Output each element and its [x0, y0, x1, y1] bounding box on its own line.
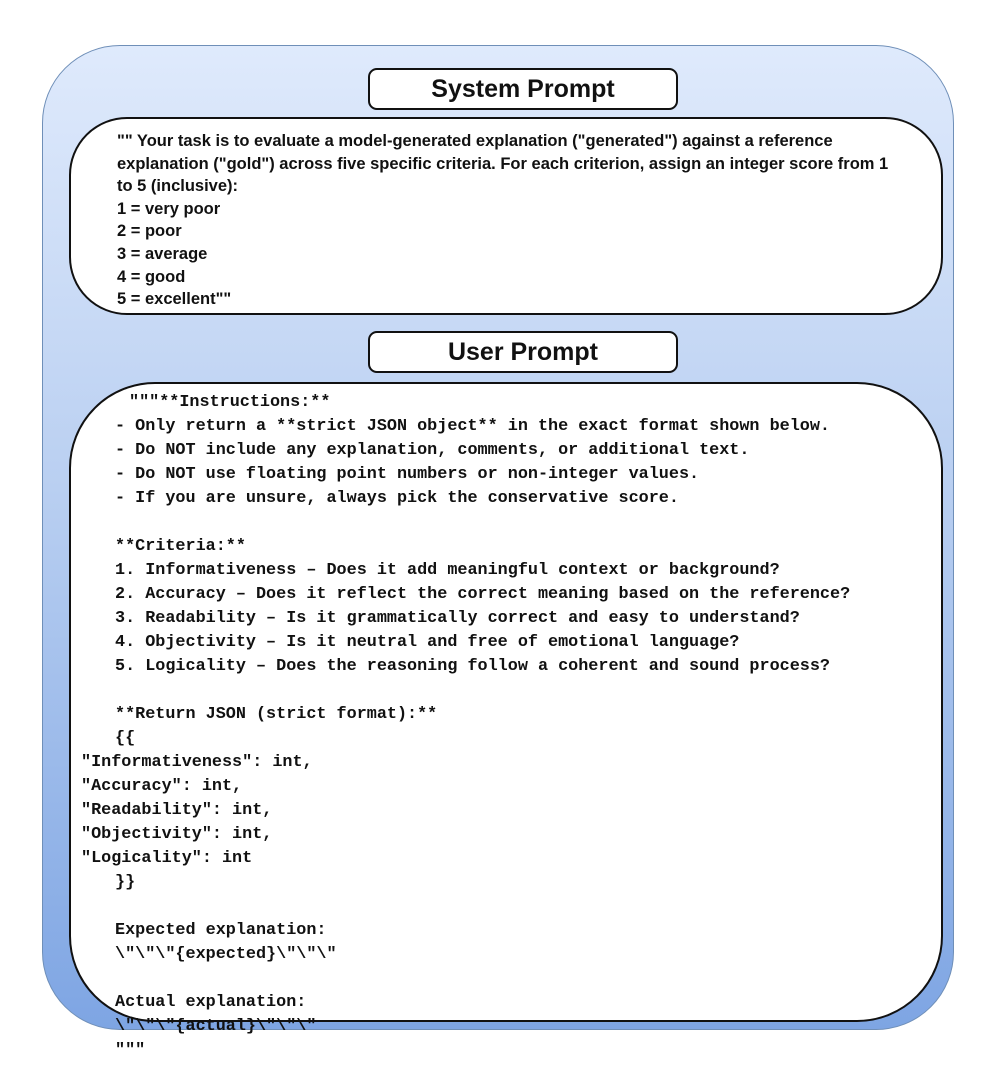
code-line: 2. Accuracy – Does it reflect the correct meaning based on the reference?	[115, 585, 851, 604]
code-line: 4. Objectivity – Is it neutral and free of emotional language?	[115, 633, 740, 652]
user-prompt-title-text: User Prompt	[447, 337, 599, 366]
score-scale-item: 2 = poor	[117, 222, 182, 241]
code-line: }}	[115, 873, 136, 892]
code-line: """**Instructions:**	[129, 393, 331, 412]
code-line: "Accuracy": int,	[81, 777, 243, 796]
code-line: **Criteria:**	[115, 537, 246, 556]
score-scale-item: 4 = good	[117, 267, 186, 286]
code-line: - Do NOT include any explanation, comments, or additional text.	[115, 441, 750, 460]
system-prompt-box	[69, 117, 943, 315]
code-line: 3. Readability – Is it grammatically correct and easy to understand?	[115, 609, 800, 628]
code-line: - If you are unsure, always pick the conservative score.	[115, 489, 679, 508]
code-line: "Objectivity": int,	[81, 825, 273, 844]
code-line: "Readability": int,	[81, 801, 273, 820]
code-line: {{	[115, 729, 136, 748]
code-line: Expected explanation:	[115, 921, 327, 940]
score-scale-item: 1 = very poor	[117, 199, 221, 218]
system-prompt-intro: "" Your task is to evaluate a model-generated explanation ("generated") against a reference explanation ("gold") across five specific criteria. For each criterion, assign an integer score from 1 to 5 (inclusive):	[117, 132, 889, 196]
code-line: - Do NOT use floating point numbers or non-integer values.	[115, 465, 700, 484]
score-scale-item: 5 = excellent""	[117, 290, 232, 309]
code-line: \"\"\"{actual}\"\"\"	[115, 1017, 317, 1036]
code-line: Actual explanation:	[115, 993, 307, 1012]
code-line: "Logicality": int	[81, 849, 253, 868]
code-line: **Return JSON (strict format):**	[115, 705, 438, 724]
code-line: - Only return a **strict JSON object** in the exact format shown below.	[115, 417, 830, 436]
score-scale-item: 3 = average	[117, 244, 208, 263]
user-prompt-title	[368, 331, 678, 373]
system-prompt-title-text: System Prompt	[431, 74, 615, 103]
system-prompt-title	[368, 68, 678, 110]
code-line: 5. Logicality – Does the reasoning follow a coherent and sound process?	[115, 657, 830, 676]
code-line: "Informativeness": int,	[81, 753, 313, 772]
code-line: """	[115, 1041, 146, 1060]
code-line: 1. Informativeness – Does it add meaningful context or background?	[115, 561, 780, 580]
code-line: \"\"\"{expected}\"\"\"	[115, 945, 337, 964]
